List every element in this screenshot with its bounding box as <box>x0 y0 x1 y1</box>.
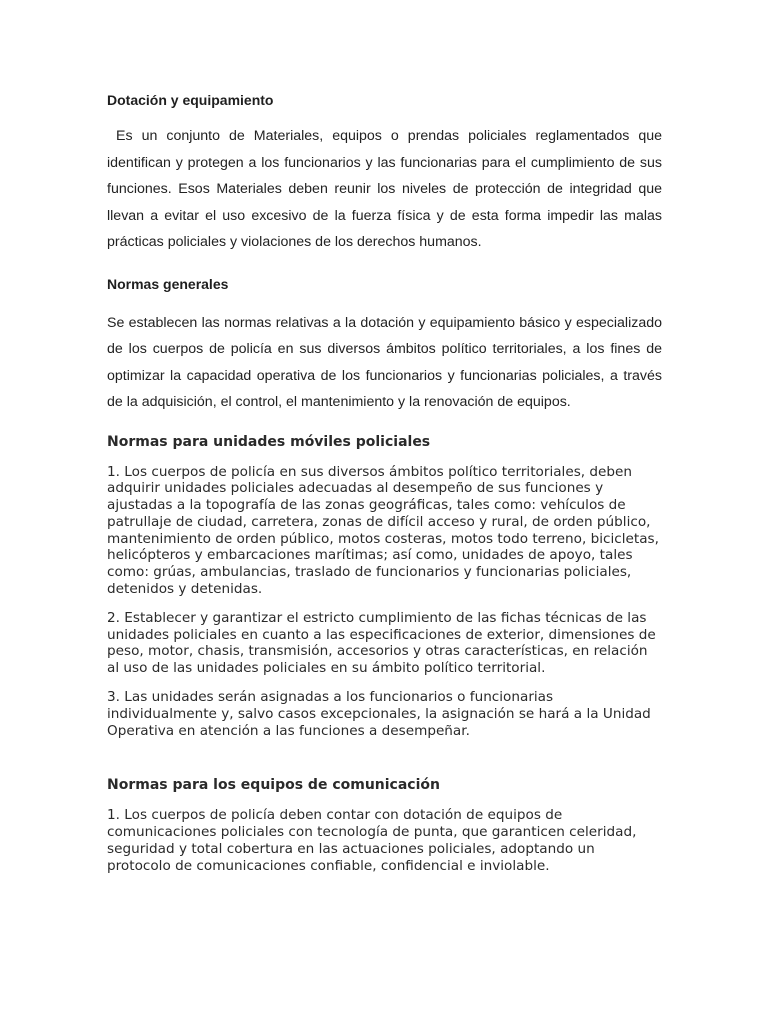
list-item-unidades-1: 1. Los cuerpos de policía en sus diversos ámbitos político territoriales, deben adquirir unidades policiales adecuadas al desempeño de sus funciones y ajustadas a la topografía de las zonas geográficas, tales como: vehículos de patrullaje de ciudad, carretera, zonas de difícil acceso y rural, de orden público, mantenimiento de orden público, motos costeras, motos todo terreno, bicicletas, helicópteros y embarcaciones marítimas; así como, unidades de apoyo, tales como: grúas, ambulancias, traslado de funcionarios y funcionarias policiales, detenidos y detenidas. <box>107 463 659 598</box>
heading-dotacion: Dotación y equipamiento <box>107 92 274 108</box>
paragraph-normas-generales: Se establecen las normas relativas a la dotación y equipamiento básico y especializado de los cuerpos de policía en sus diversos ámbitos político territoriales, a los fines de optimizar la capacidad operativa de los funcionarios y funcionarias policiales, a través de la adquisición, el control, el mantenimiento y la renovación de equipos. <box>107 314 662 410</box>
list-item-comunicacion-1: 1. Los cuerpos de policía deben contar con dotación de equipos de comunicaciones policiales con tecnología de punta, que garanticen celeridad, seguridad y total cobertura en las actuaciones policiales, adoptando un protocolo de comunicaciones confiable, confidencial e inviolable. <box>107 807 637 874</box>
heading-equipos-comunicacion: Normas para los equipos de comunicación <box>107 777 440 794</box>
list-item-unidades-2: 2. Establecer y garantizar el estricto cumplimiento de las fichas técnicas de las unidades policiales en cuanto a las especificaciones de exterior, dimensiones de peso, motor, chasis, transmisión, accesorios y otras características, en relación al uso de las unidades policiales en su ámbito político territorial. <box>107 609 656 677</box>
heading-normas-generales: Normas generales <box>107 275 229 292</box>
paragraph-dotacion: Es un conjunto de Materiales, equipos o prendas policiales reglamentados que identifican y protegen a los funcionarios y las funcionarias para el cumplimiento de sus funciones. Esos Materiales deben reunir los niveles de protección de integridad que llevan a evitar el uso excesivo de la fuerza física y de esta forma impedir las malas prácticas policiales y violaciones de los derechos humanos. <box>107 128 666 250</box>
list-item-unidades-3: 3. Las unidades serán asignadas a los funcionarios o funcionarias individualmente y, salvo casos excepcionales, la asignación se hará a la Unidad Operativa en atención a las funciones a desempeñar. <box>107 689 651 739</box>
heading-unidades-moviles: Normas para unidades móviles policiales <box>107 433 431 450</box>
